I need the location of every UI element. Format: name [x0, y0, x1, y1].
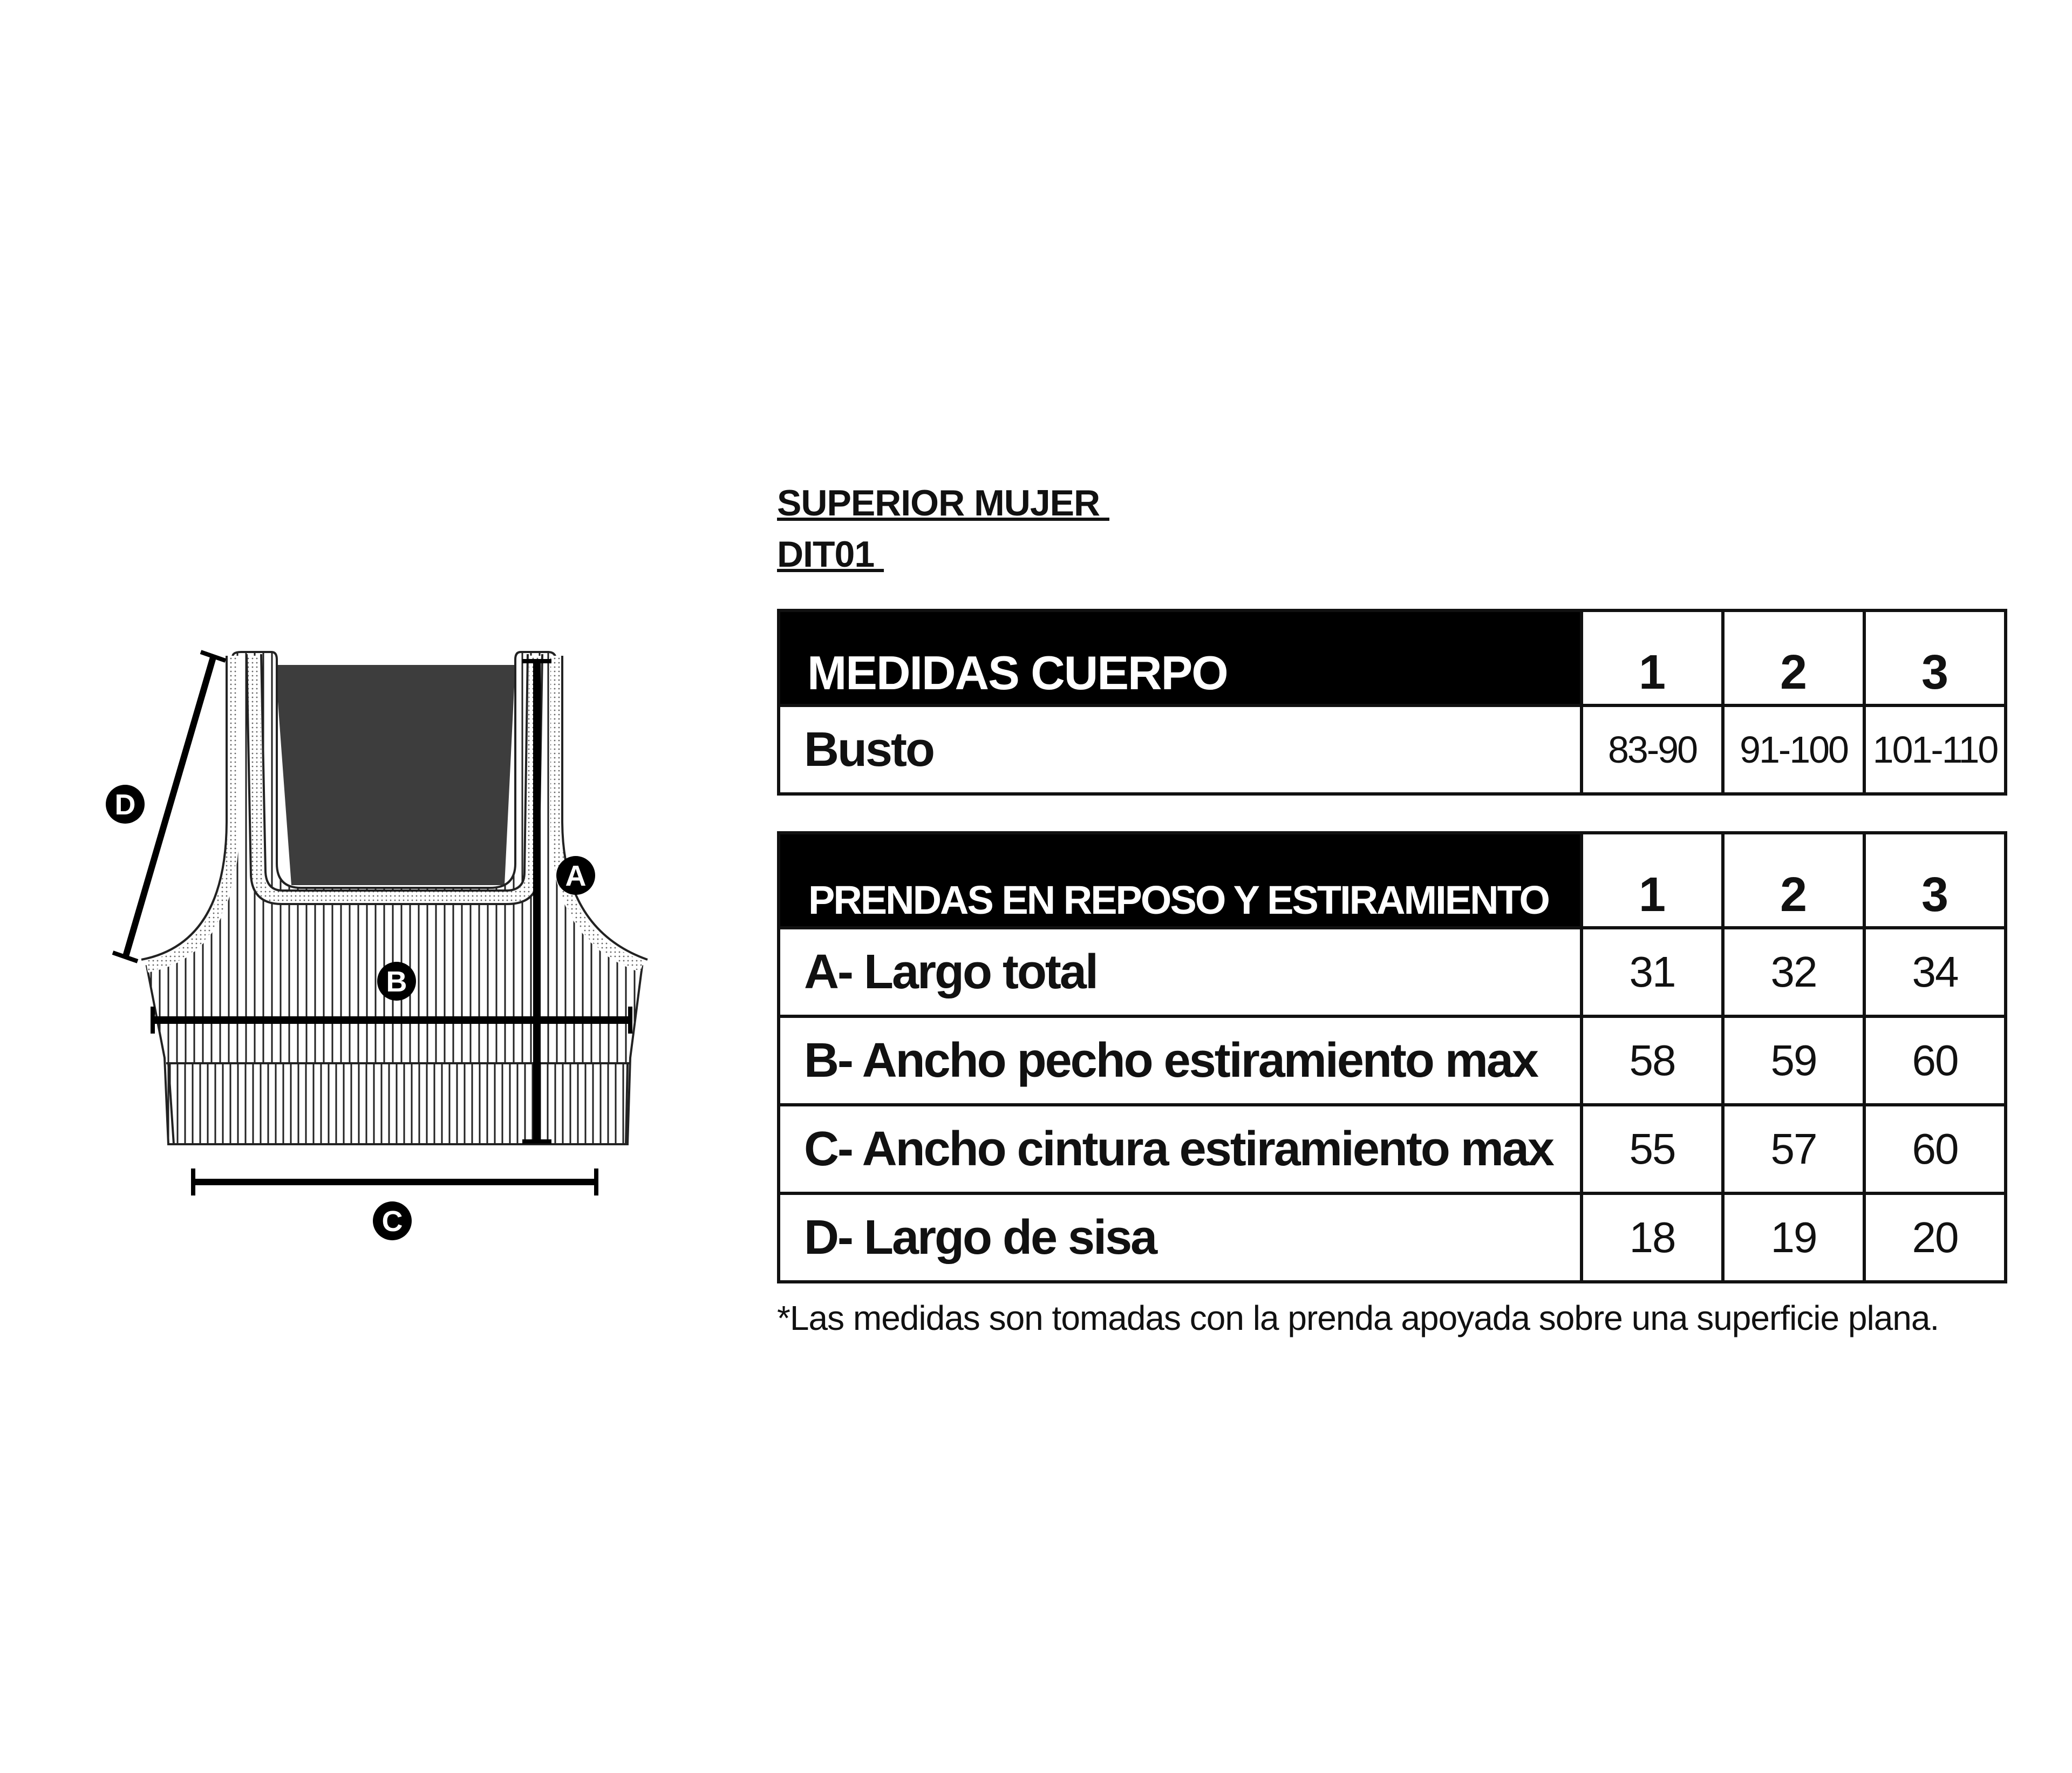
cell-value: 59 [1723, 1016, 1864, 1105]
cell-value: 60 [1864, 1016, 2006, 1105]
cell-value: 60 [1864, 1105, 2006, 1193]
marker-d [106, 785, 145, 824]
body-measurements-table [777, 609, 2007, 796]
cell-value: 83-90 [1582, 705, 1723, 794]
footnote: *Las medidas son tomadas con la prenda apoyada sobre una superficie plana. [777, 1299, 1939, 1337]
title-line-1: SUPERIOR MUJER [777, 483, 1109, 524]
svg-text:C: C [381, 1205, 403, 1238]
garment-diagram [0, 0, 755, 1773]
top-garment-outline [141, 652, 648, 1144]
row-label: B- Ancho pecho estiramiento max [779, 1016, 1582, 1105]
row-label: A- Largo total [779, 928, 1582, 1016]
size-header: 3 [1864, 833, 2006, 928]
cell-value: 19 [1723, 1193, 1864, 1282]
marker-a [556, 856, 595, 895]
garment-measurements-table [777, 831, 2007, 1283]
table-row [779, 928, 2006, 1016]
row-label: D- Largo de sisa [779, 1193, 1582, 1282]
size-header: 3 [1864, 610, 2006, 705]
cell-value: 58 [1582, 1016, 1723, 1105]
table-header-row [779, 610, 2006, 705]
row-label: Busto [779, 705, 1582, 794]
svg-text:B: B [386, 966, 407, 998]
svg-text:A: A [565, 860, 587, 892]
table-title: MEDIDAS CUERPO [779, 610, 1582, 705]
cell-value: 55 [1582, 1105, 1723, 1193]
product-title [777, 478, 1263, 580]
cell-value: 31 [1582, 928, 1723, 1016]
table-row [779, 1193, 2006, 1282]
title-line-2: DIT01 [777, 534, 884, 575]
cell-value: 34 [1864, 928, 2006, 1016]
cell-value: 32 [1723, 928, 1864, 1016]
marker-b [377, 962, 416, 1001]
table-row [779, 1016, 2006, 1105]
cell-value: 18 [1582, 1193, 1723, 1282]
table-row [779, 1105, 2006, 1193]
cell-value: 57 [1723, 1105, 1864, 1193]
marker-c [373, 1201, 412, 1240]
cell-value: 91-100 [1723, 705, 1864, 794]
measure-line-c [193, 1169, 596, 1195]
row-label: C- Ancho cintura estiramiento max [779, 1105, 1582, 1193]
size-header: 1 [1582, 833, 1723, 928]
svg-text:D: D [114, 789, 136, 821]
cell-value: 20 [1864, 1193, 2006, 1282]
table-title: PRENDAS EN REPOSO Y ESTIRAMIENTO [779, 833, 1582, 928]
size-header: 2 [1723, 833, 1864, 928]
table-header-row [779, 833, 2006, 928]
table-row [779, 705, 2006, 794]
size-header: 2 [1723, 610, 1864, 705]
size-header: 1 [1582, 610, 1723, 705]
cell-value: 101-110 [1864, 705, 2006, 794]
